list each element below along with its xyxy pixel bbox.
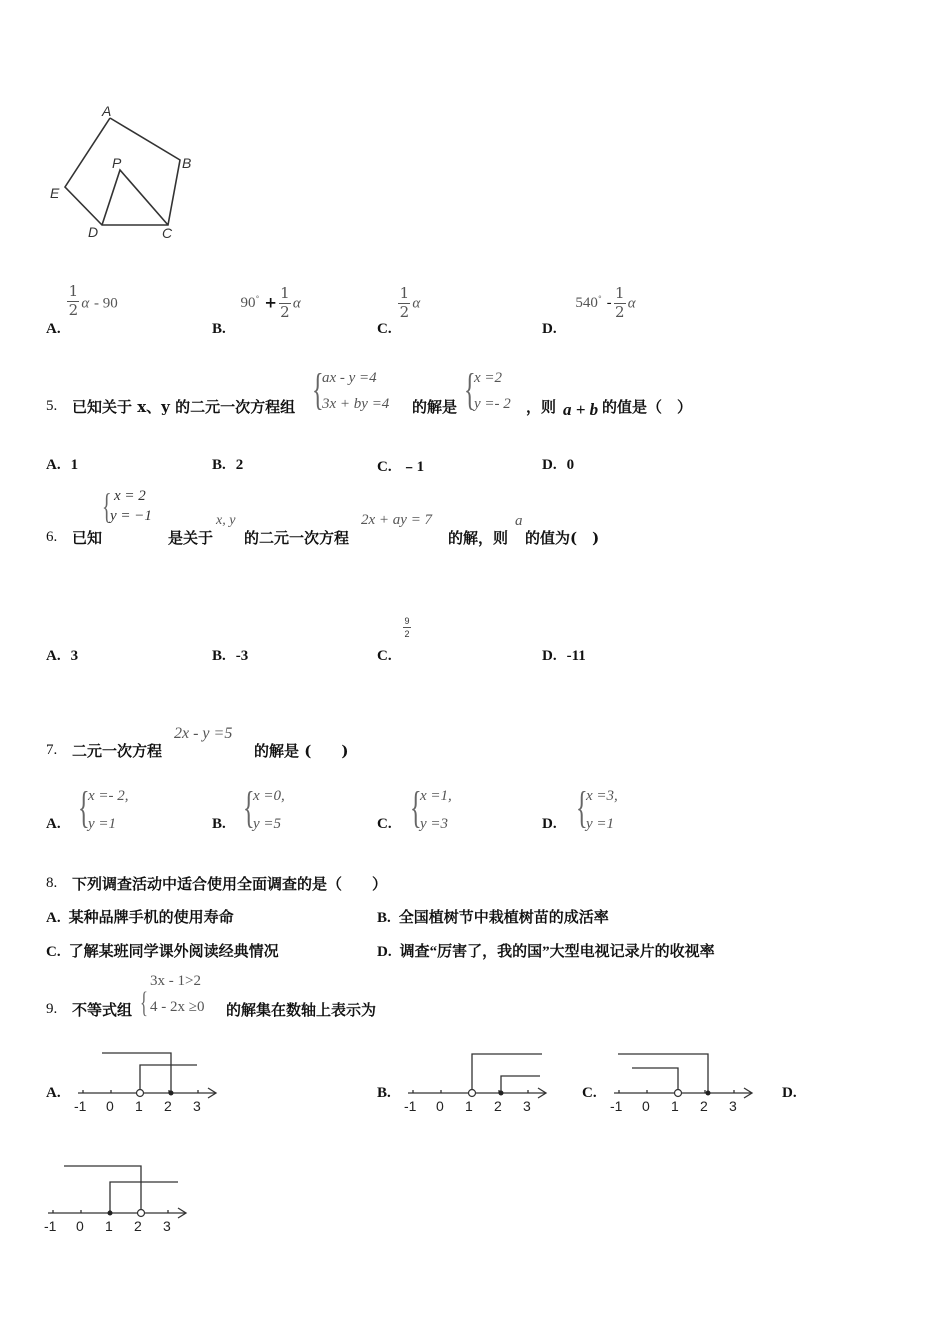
solution-bracket-1 xyxy=(102,1053,171,1093)
option-letter: B. xyxy=(212,321,226,338)
q4-option-a[interactable] xyxy=(46,282,118,338)
label-b: B xyxy=(182,155,192,171)
q9-text1: 不等式组 xyxy=(72,1001,133,1019)
option-text: 1 xyxy=(70,457,79,473)
option-letter: B. xyxy=(212,648,226,664)
q5-text-after: ，则 xyxy=(526,398,557,416)
q6-option-d[interactable] xyxy=(542,646,586,665)
q7-option-d[interactable] xyxy=(542,814,557,833)
option-letter: A. xyxy=(46,457,61,473)
q7-number xyxy=(46,740,57,759)
q7-option-a[interactable] xyxy=(46,814,61,833)
solution-bracket-1 xyxy=(64,1166,141,1213)
alpha-symbol: α xyxy=(412,295,421,312)
plus-sign: + xyxy=(264,293,277,312)
open-point xyxy=(675,1090,682,1097)
q6-option-b[interactable] xyxy=(212,646,248,665)
q5-system1: { ax - y =4 3x + by =4 xyxy=(312,365,390,414)
pentagon-figure xyxy=(40,100,210,245)
system-line: x =- 2, xyxy=(88,788,129,804)
option-text: 全国植树节中栽植树苗的成活率 xyxy=(398,910,609,926)
system-line: x =0, xyxy=(253,788,285,804)
number-line-c xyxy=(606,1048,766,1118)
label-p: P xyxy=(112,155,122,171)
system-line: y =3 xyxy=(420,816,449,832)
q7-option-d-system: { x =3, y =1 xyxy=(576,783,618,832)
q5-option-b[interactable] xyxy=(212,455,243,474)
option-letter: C. xyxy=(377,459,392,475)
q6-text5: 的值为( ) xyxy=(525,529,600,547)
system-line: 3x - 1>2 xyxy=(150,973,201,989)
tick-label: 2 xyxy=(134,1218,142,1234)
q6-option-a[interactable] xyxy=(46,646,78,665)
option-text: 调查“厉害了，我的国”大型电视记录片的收视率 xyxy=(399,944,715,960)
q5-number xyxy=(46,396,57,415)
q8-option-b[interactable] xyxy=(377,906,609,927)
solution-bracket-2 xyxy=(501,1076,540,1093)
option-text: 了解某班同学课外阅读经典情况 xyxy=(68,944,279,960)
frac-den: 2 xyxy=(399,302,410,321)
open-point xyxy=(138,1210,145,1217)
open-point xyxy=(137,1090,144,1097)
q9-option-d[interactable] xyxy=(782,1083,797,1102)
system-line: x =1, xyxy=(420,788,452,804)
q7-option-a-system: { x =- 2, y =1 xyxy=(78,783,129,832)
option-letter: D. xyxy=(542,816,557,832)
option-letter: C. xyxy=(377,321,392,338)
q6-text4: 的解，则 xyxy=(448,529,509,547)
tick-label: 3 xyxy=(523,1098,531,1114)
tick-label: -1 xyxy=(44,1218,57,1234)
tick-label: 3 xyxy=(729,1098,737,1114)
system-line: x =2 xyxy=(474,370,503,386)
label-a: A xyxy=(102,103,112,119)
tick-label: 1 xyxy=(465,1098,473,1114)
q7-text1: 二元一次方程 xyxy=(72,742,163,760)
system-line: y =1 xyxy=(586,816,615,832)
system-line: 3x + by =4 xyxy=(322,396,390,412)
option-letter: D. xyxy=(542,648,557,664)
q8-option-d[interactable] xyxy=(377,940,715,961)
solution-bracket-1 xyxy=(472,1054,542,1093)
q7-option-b[interactable] xyxy=(212,814,226,833)
option-letter: A. xyxy=(46,321,61,338)
q6-option-c[interactable] xyxy=(377,646,392,665)
frac-num: 1 xyxy=(68,282,79,300)
q8-text: 下列调查活动中适合使用全面调查的是（ ） xyxy=(72,875,388,893)
q9-option-a[interactable] xyxy=(46,1083,61,1102)
open-point xyxy=(469,1090,476,1097)
tick-label: 1 xyxy=(671,1098,679,1114)
tick-label: 3 xyxy=(193,1098,201,1114)
alpha-symbol: α xyxy=(292,295,301,312)
closed-point xyxy=(499,1091,504,1096)
tick-label: 0 xyxy=(436,1098,444,1114)
q5-expr: a + b xyxy=(563,400,599,419)
option-text: 0 xyxy=(566,457,575,473)
option-text: ﹣1 xyxy=(401,459,425,475)
q7-option-c[interactable] xyxy=(377,814,392,833)
solution-bracket-2 xyxy=(140,1065,197,1093)
option-letter: C. xyxy=(46,944,61,960)
q8-option-c[interactable] xyxy=(46,940,279,961)
q9-number xyxy=(46,999,57,1018)
q6-vars: x, y xyxy=(216,513,236,528)
frac-num: 1 xyxy=(280,284,290,302)
option-letter: D. xyxy=(377,944,392,960)
system-line: y = −1 xyxy=(110,508,152,524)
option-letter: A. xyxy=(46,648,61,664)
tick-label: 1 xyxy=(105,1218,113,1234)
number-line-b xyxy=(400,1048,560,1118)
number-line-a xyxy=(70,1048,230,1118)
tick-label: -1 xyxy=(74,1098,87,1114)
system-line: 4 - 2x ≥0 xyxy=(150,999,205,1015)
option-lead: 540 xyxy=(575,295,598,312)
option-text: -11 xyxy=(566,648,586,664)
frac-den: 2 xyxy=(404,629,410,639)
option-letter: C. xyxy=(377,816,392,832)
option-letter: B. xyxy=(377,910,391,926)
tick-label: -1 xyxy=(610,1098,623,1114)
q5-text-end: 的值是（ ） xyxy=(602,398,693,416)
question-number: 5. xyxy=(46,398,58,414)
label-d: D xyxy=(88,224,99,240)
q5-option-c[interactable] xyxy=(377,455,424,476)
option-tail: - 90 xyxy=(94,295,118,312)
q7-equation: 2x - y =5 xyxy=(174,725,233,742)
q6-var-a: a xyxy=(515,513,523,529)
number-line-d xyxy=(40,1160,200,1240)
system-line: x = 2 xyxy=(114,488,146,504)
option-letter: A. xyxy=(46,1085,61,1101)
option-letter: B. xyxy=(212,816,226,832)
tick-label: 1 xyxy=(135,1098,143,1114)
option-text: -3 xyxy=(235,648,249,664)
q6-option-c-fraction xyxy=(403,616,411,639)
system-line: y =5 xyxy=(253,816,282,832)
q5-system2: { x =2 y =- 2 xyxy=(464,365,511,414)
tick-label: 0 xyxy=(106,1098,114,1114)
q6-system: { x = 2 y = −1 xyxy=(102,486,152,526)
option-letter: D. xyxy=(782,1085,797,1101)
closed-point xyxy=(169,1091,174,1096)
q6-equation: 2x + ay = 7 xyxy=(361,512,433,528)
label-e: E xyxy=(50,185,60,201)
system-line: x =3, xyxy=(586,788,618,804)
q4-option-b[interactable]: B. 90° + $\frac{1}{2}$ α xyxy=(212,284,301,338)
frac-num: 1 xyxy=(614,284,625,302)
alpha-symbol: α xyxy=(81,295,90,312)
option-letter: D. xyxy=(542,321,557,338)
frac-den: 2 xyxy=(68,300,79,319)
frac-num: 9 xyxy=(404,616,410,626)
tick-label: -1 xyxy=(404,1098,417,1114)
question-number: 8. xyxy=(46,875,58,891)
option-letter: D. xyxy=(542,457,557,473)
pentagon-outline xyxy=(65,118,180,225)
tick-label: 0 xyxy=(76,1218,84,1234)
q9-text2: 的解集在数轴上表示为 xyxy=(226,1001,377,1019)
option-letter: A. xyxy=(46,910,61,926)
q8-number xyxy=(46,873,57,892)
minus-sign: - xyxy=(606,293,612,312)
frac-den: 2 xyxy=(280,302,290,321)
q7-option-c-system: { x =1, y =3 xyxy=(410,783,452,832)
q7-option-b-system: { x =0, y =5 xyxy=(243,783,285,832)
option-text: 2 xyxy=(235,457,244,473)
tick-label: 0 xyxy=(642,1098,650,1114)
q5-option-d[interactable] xyxy=(542,455,574,474)
q7-text2: 的解是 ( ) xyxy=(254,742,349,760)
q6-text3: 的二元一次方程 xyxy=(244,529,350,547)
tick-label: 3 xyxy=(163,1218,171,1234)
question-number: 9. xyxy=(46,1001,58,1017)
triangle-pdc xyxy=(102,170,168,225)
option-letter: C. xyxy=(582,1085,597,1101)
frac-den: 2 xyxy=(614,302,625,321)
question-number: 7. xyxy=(46,742,58,758)
tick-label: 2 xyxy=(164,1098,172,1114)
q6-text1: 已知 xyxy=(72,529,103,547)
q5-option-a[interactable] xyxy=(46,455,78,474)
tick-label: 2 xyxy=(494,1098,502,1114)
closed-point xyxy=(706,1091,711,1096)
question-number: 6. xyxy=(46,529,58,545)
option-text: 某种品牌手机的使用寿命 xyxy=(68,910,234,926)
option-letter: C. xyxy=(377,648,392,664)
q8-option-a[interactable] xyxy=(46,906,234,927)
q4-option-c[interactable] xyxy=(377,284,421,338)
system-line: y =- 2 xyxy=(474,396,511,412)
solution-bracket-2 xyxy=(110,1182,178,1213)
q5-text-mid: 的解是 xyxy=(412,398,458,416)
frac-num: 1 xyxy=(399,284,410,302)
q9-option-b[interactable] xyxy=(377,1083,391,1102)
q9-system: { 3x - 1>2 4 - 2x ≥0 xyxy=(140,973,205,1019)
label-c: C xyxy=(162,225,173,241)
option-letter: B. xyxy=(212,457,226,473)
option-lead: 90 xyxy=(240,295,256,312)
tick-label: 2 xyxy=(700,1098,708,1114)
solution-bracket-2 xyxy=(632,1068,678,1093)
option-text: 3 xyxy=(70,648,79,664)
system-line: ax - y =4 xyxy=(322,370,377,386)
system-line: y =1 xyxy=(88,816,117,832)
q4-option-d[interactable]: D. 540° - $\frac{1}{2}$ α xyxy=(542,284,636,338)
closed-point xyxy=(108,1211,113,1216)
q6-text2: 是关于 xyxy=(168,529,214,547)
solution-bracket-1 xyxy=(618,1054,708,1093)
option-letter: A. xyxy=(46,816,61,832)
q5-text-before: 已知关于 x、y 的二元一次方程组 xyxy=(72,398,296,416)
q6-number xyxy=(46,527,57,546)
option-letter: B. xyxy=(377,1085,391,1101)
alpha-symbol: α xyxy=(627,295,636,312)
q9-option-c[interactable] xyxy=(582,1083,597,1102)
